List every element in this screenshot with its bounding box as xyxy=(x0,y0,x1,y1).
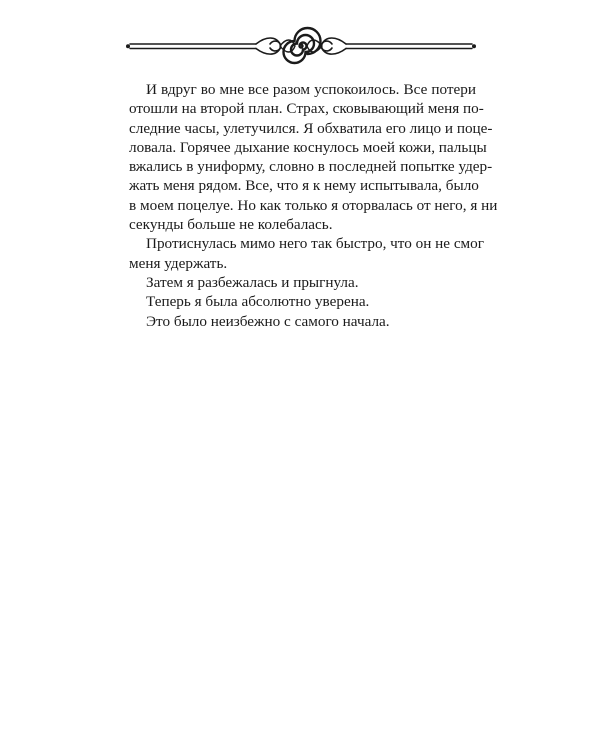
text-line: секунды больше не колебалась. xyxy=(129,216,333,234)
text-line: Протиснулась мимо него так быстро, что он не смог xyxy=(146,235,484,253)
page-text xyxy=(129,80,498,331)
text-line: меня удержать. xyxy=(129,254,228,272)
text-line: И вдруг во мне все разом успокоилось. Все потери xyxy=(146,81,476,98)
text-line: отошли на второй план. Страх, сковывающий меня по- xyxy=(129,100,484,118)
text-line: Это было неизбежно с самого начала. xyxy=(146,312,390,330)
text-line: в моем поцелуе. Но как только я оторвалась от него, я ни xyxy=(129,196,498,214)
text-line: вжались в униформу, словно в последней попытке удер- xyxy=(129,158,493,176)
text-line: ловала. Горячее дыхание коснулось моей кожи, пальцы xyxy=(129,138,487,156)
text-line: следние часы, улетучился. Я обхватила его лицо и поце- xyxy=(129,119,493,137)
text-line: Теперь я была абсолютно уверена. xyxy=(146,293,370,311)
text-line: Затем я разбежалась и прыгнула. xyxy=(146,273,359,291)
spiral-divider-ornament-icon xyxy=(120,24,482,68)
text-line: жать меня рядом. Все, что я к нему испытывала, было xyxy=(129,177,479,195)
